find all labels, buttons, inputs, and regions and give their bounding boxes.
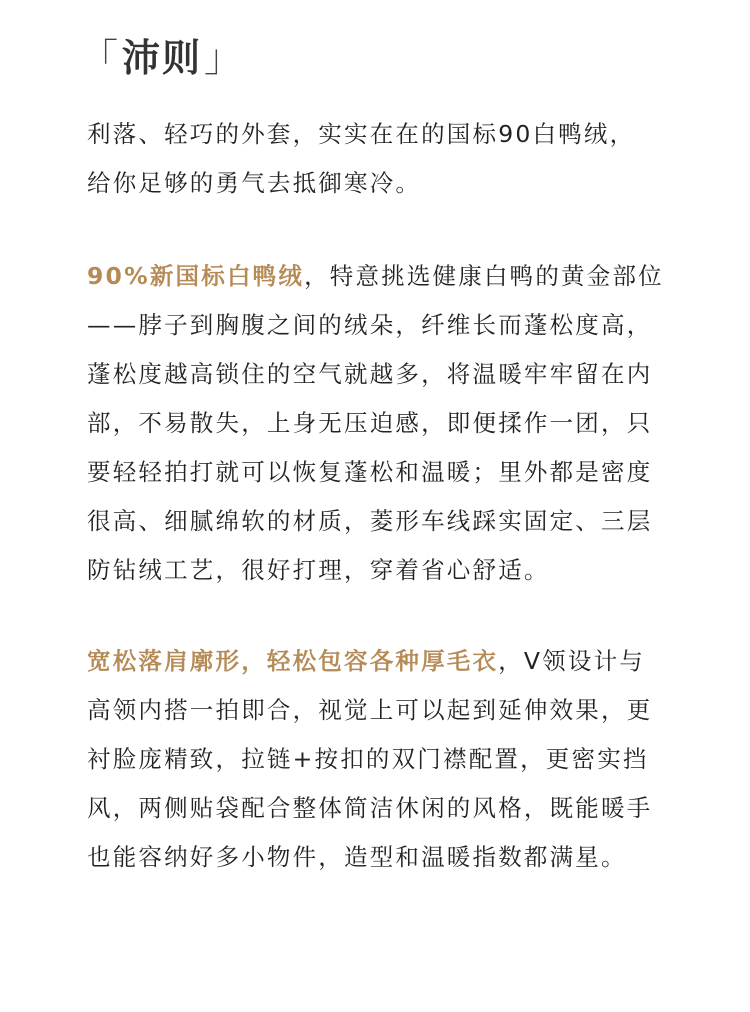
highlight-text: 90%新国标白鸭绒 <box>87 262 305 290</box>
paragraph-line: 防钻绒工艺，很好打理，穿着省心舒适。 <box>87 556 550 584</box>
paragraph-line: 也能容纳好多小物件，造型和温暖指数都满星。 <box>87 843 627 871</box>
paragraph-line: 利落、轻巧的外套，实实在在的国标90白鸭绒， <box>87 120 636 148</box>
paragraph-line: 风，两侧贴袋配合整体简洁休闲的风格，既能暖手 <box>87 794 653 822</box>
paragraph-line: 给你足够的勇气去抵御寒冷。 <box>87 169 422 197</box>
paragraph-line: ——脖子到胸腹之间的绒朵，纤维长而蓬松度高， <box>87 311 653 339</box>
silhouette-paragraph <box>87 637 677 882</box>
highlight-text: 宽松落肩廓形，轻松包容各种厚毛衣 <box>87 647 499 675</box>
paragraph-line: 很高、细腻绵软的材质，菱形车线踩实固定、三层 <box>87 507 653 535</box>
intro-paragraph <box>87 110 677 208</box>
page-title <box>80 28 244 80</box>
title-open-bracket: 「 <box>80 35 121 80</box>
title-close-bracket: 」 <box>204 35 245 80</box>
title-text: 沛则 <box>122 34 203 80</box>
first-line-rest: ，V领设计与 <box>498 647 645 675</box>
paragraph-line: 蓬松度越高锁住的空气就越多，将温暖牢牢留在内 <box>87 360 653 388</box>
paragraph-line: 部，不易散失，上身无压迫感，即便揉作一团，只 <box>87 409 653 437</box>
paragraph-line: 要轻轻拍打就可以恢复蓬松和温暖；里外都是密度 <box>87 458 653 486</box>
first-line-rest: ，特意挑选健康白鸭的黄金部位 <box>304 262 664 290</box>
paragraph-line: 高领内搭一拍即合，视觉上可以起到延伸效果，更 <box>87 696 653 724</box>
paragraph-first-line <box>87 637 677 686</box>
paragraph-first-line <box>87 252 677 301</box>
paragraph-line: 衬脸庞精致，拉链+按扣的双门襟配置，更密实挡 <box>87 745 649 773</box>
down-fill-paragraph <box>87 252 677 595</box>
